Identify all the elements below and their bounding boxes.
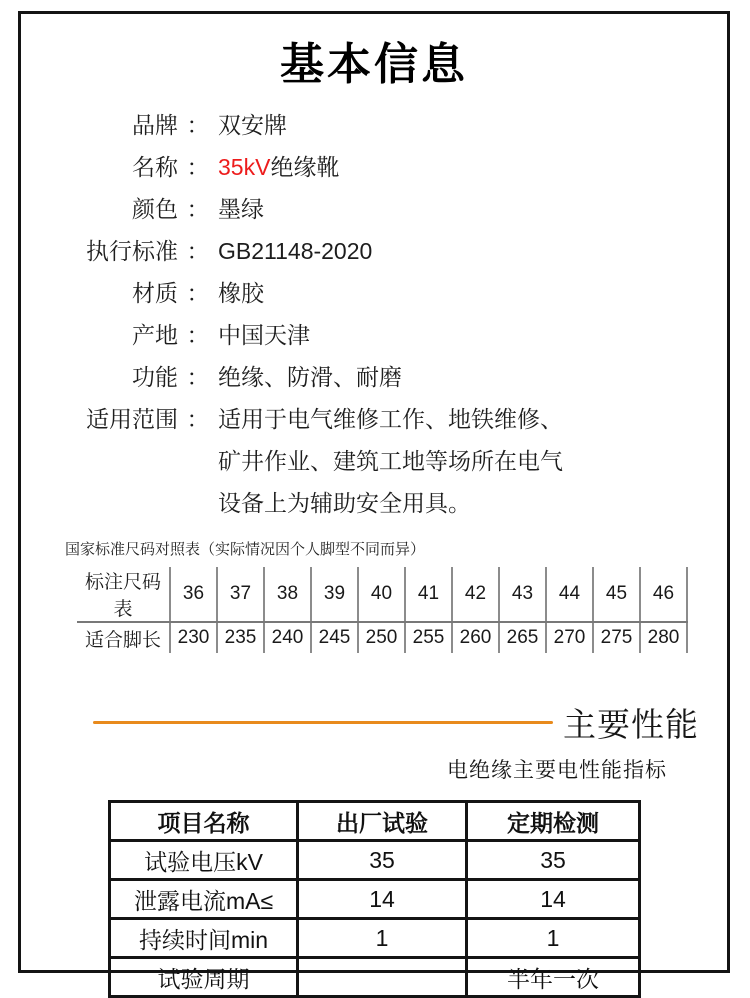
info-label: 材质 (132, 280, 178, 306)
info-colon: ： (186, 364, 210, 390)
info-label: 名称 (132, 154, 178, 180)
info-list (21, 104, 727, 524)
perf-header-cell: 项目名称 (110, 802, 298, 841)
page-title: 基本信息 (280, 40, 468, 89)
info-label: 适用范围 (86, 406, 178, 432)
info-row-standard (21, 230, 727, 272)
size-cell: 37 (217, 567, 264, 622)
size-cell: 38 (264, 567, 311, 622)
perf-cell: 泄露电流mA≤ (110, 880, 298, 919)
foot-length-cell: 230 (170, 622, 217, 653)
foot-length-cell: 235 (217, 622, 264, 653)
foot-length-cell: 255 (405, 622, 452, 653)
info-label: 产地 (132, 322, 178, 348)
scope-line-2: 矿井作业、建筑工地等场所在电气 (218, 448, 563, 474)
perf-header-cell: 出厂试验 (298, 802, 467, 841)
foot-length-cell: 250 (358, 622, 405, 653)
perf-cell: 1 (467, 919, 640, 958)
info-value: 墨绿 (218, 196, 264, 222)
perf-row (110, 841, 640, 880)
foot-length-cell: 245 (311, 622, 358, 653)
size-row-label: 标注尺码表 (77, 567, 170, 622)
info-value-rest: 绝缘靴 (270, 154, 340, 180)
info-row-material (21, 272, 727, 314)
perf-cell: 35 (298, 841, 467, 880)
foot-length-cell: 240 (264, 622, 311, 653)
info-value: 绝缘、防滑、耐磨 (218, 364, 402, 390)
info-colon: ： (186, 112, 210, 138)
perf-cell: 试验电压kV (110, 841, 298, 880)
perf-header-cell: 定期检测 (467, 802, 640, 841)
info-colon: ： (186, 322, 210, 348)
info-colon: ： (186, 154, 210, 180)
size-table-row-sizes (77, 567, 687, 622)
size-cell: 36 (170, 567, 217, 622)
scope-line-1: 适用于电气维修工作、地铁维修、 (218, 406, 563, 432)
perf-row (110, 958, 640, 997)
perf-cell (298, 958, 467, 997)
info-colon: ： (186, 196, 210, 222)
info-value (218, 146, 727, 188)
perf-row (110, 919, 640, 958)
size-table-row-lengths (77, 622, 687, 653)
size-cell: 42 (452, 567, 499, 622)
perf-row (110, 880, 640, 919)
info-value: 橡胶 (218, 280, 264, 306)
info-row-function (21, 356, 727, 398)
size-cell: 40 (358, 567, 405, 622)
perf-cell: 14 (467, 880, 640, 919)
info-value (218, 398, 727, 524)
info-value: 双安牌 (218, 112, 287, 138)
page-frame (18, 11, 730, 992)
perf-cell: 14 (298, 880, 467, 919)
info-row-name (21, 146, 727, 188)
info-value-highlight: 35kV (218, 154, 271, 180)
perf-header-row (110, 802, 640, 841)
info-label: 功能 (132, 364, 178, 390)
size-row-label: 适合脚长 (77, 622, 170, 653)
size-cell: 45 (593, 567, 640, 622)
info-label: 品牌 (132, 112, 178, 138)
scope-line-3: 设备上为辅助安全用具。 (218, 490, 471, 516)
size-cell: 46 (640, 567, 687, 622)
size-cell: 39 (311, 567, 358, 622)
foot-length-cell: 265 (499, 622, 546, 653)
info-value: GB21148-2020 (218, 238, 373, 264)
info-value: 中国天津 (218, 322, 310, 348)
perf-cell: 试验周期 (110, 958, 298, 997)
info-colon: ： (186, 406, 210, 432)
performance-section-title: 主要性能 (563, 706, 699, 743)
foot-length-cell: 260 (452, 622, 499, 653)
info-row-scope (21, 398, 727, 524)
foot-length-cell: 270 (546, 622, 593, 653)
performance-table (108, 800, 641, 998)
info-colon: ： (186, 280, 210, 306)
info-label: 执行标准 (86, 238, 178, 264)
info-row-color (21, 188, 727, 230)
size-table (77, 567, 688, 653)
info-row-brand (21, 104, 727, 146)
size-cell: 44 (546, 567, 593, 622)
perf-cell: 35 (467, 841, 640, 880)
size-cell: 43 (499, 567, 546, 622)
foot-length-cell: 280 (640, 622, 687, 653)
perf-cell: 半年一次 (467, 958, 640, 997)
performance-section-header (21, 699, 727, 746)
performance-subtitle: 电绝缘主要电性能指标 (447, 759, 667, 782)
perf-cell: 1 (298, 919, 467, 958)
info-colon: ： (186, 238, 210, 264)
size-chart-caption: 国家标准尺码对照表（实际情况因个人脚型不同而异） (65, 541, 426, 558)
perf-body (110, 841, 640, 997)
info-label: 颜色 (132, 196, 178, 222)
size-cell: 41 (405, 567, 452, 622)
foot-length-cell: 275 (593, 622, 640, 653)
info-row-origin (21, 314, 727, 356)
perf-cell: 持续时间min (110, 919, 298, 958)
orange-divider-line (93, 721, 553, 724)
